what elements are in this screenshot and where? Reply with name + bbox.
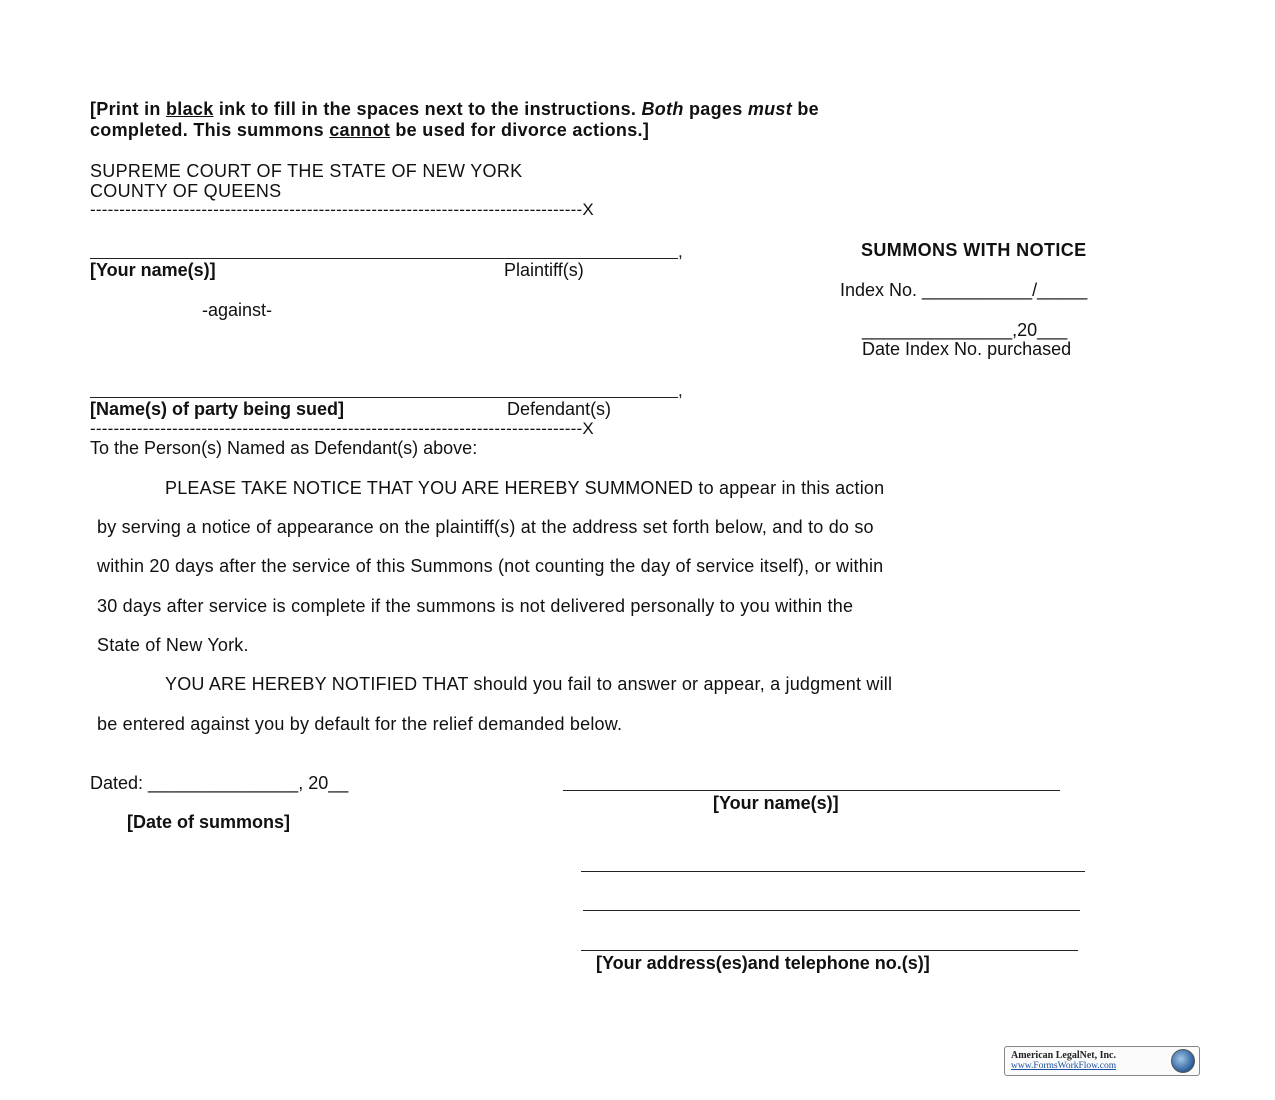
plaintiff-name-line[interactable] [90, 258, 678, 259]
index-date-caption: Date Index No. purchased [862, 339, 1072, 359]
index-date-field[interactable]: _______________,20___ [862, 320, 1068, 340]
must-emphasis: must [747, 99, 793, 119]
notice-paragraph-line: PLEASE TAKE NOTICE THAT YOU ARE HEREBY SUMMONED to appear in this action [165, 478, 885, 498]
cannot-emphasis: cannot [329, 120, 391, 140]
address-line-2[interactable] [583, 910, 1080, 911]
defendant-name-line[interactable] [90, 397, 678, 398]
instruction-text: be used for divorce actions.] [390, 120, 650, 140]
instruction-text: pages [683, 99, 748, 119]
both-emphasis: Both [641, 99, 684, 119]
globe-icon [1171, 1049, 1195, 1073]
logo-company-name: American LegalNet, Inc. [1011, 1050, 1116, 1061]
county-name: COUNTY OF QUEENS [90, 181, 282, 201]
instructions [90, 99, 819, 141]
notice-paragraph-line: 30 days after service is complete if the summons is not delivered personally to you within the [97, 596, 854, 616]
plaintiff-label: [Your name(s)] [90, 260, 216, 280]
notice-paragraph-line: within 20 days after the service of this Summons (not counting the day of service itself), or within [97, 556, 884, 576]
date-of-summons-caption: [Date of summons] [127, 812, 291, 832]
instruction-text: completed. This summons [90, 120, 330, 140]
address-line-3[interactable] [581, 950, 1078, 951]
caption-separator-top: ------------------------------------------------------------------------------------X [90, 200, 594, 219]
document-title: SUMMONS WITH NOTICE [861, 240, 1087, 260]
instruction-text: ink to fill in the spaces next to the instructions. [213, 99, 642, 119]
plaintiff-comma: , [678, 242, 683, 261]
index-number-field[interactable]: Index No. ___________/_____ [840, 280, 1088, 300]
instruction-text: be [792, 99, 819, 119]
caption-separator-bottom: ------------------------------------------------------------------------------------X [90, 419, 594, 438]
defendant-comma: , [678, 381, 683, 400]
legalnet-logo [1004, 1046, 1200, 1076]
instruction-text: [Print in [90, 99, 166, 119]
court-name: SUPREME COURT OF THE STATE OF NEW YORK [90, 161, 523, 181]
addressee-line: To the Person(s) Named as Defendant(s) above: [90, 438, 478, 458]
default-paragraph-line: be entered against you by default for the relief demanded below. [97, 714, 623, 734]
plaintiff-role: Plaintiff(s) [504, 260, 584, 280]
address-line-1[interactable] [581, 871, 1085, 872]
logo-url-link[interactable]: www.FormsWorkFlow.com [1011, 1061, 1117, 1071]
default-paragraph-line: YOU ARE HEREBY NOTIFIED THAT should you fail to answer or appear, a judgment will [165, 674, 893, 694]
signature-name-caption: [Your name(s)] [713, 793, 839, 813]
black-emphasis: black [166, 99, 214, 119]
notice-paragraph-line: by serving a notice of appearance on the plaintiff(s) at the address set forth below, and to do so [97, 517, 874, 537]
signature-name-line[interactable] [563, 790, 1060, 791]
address-caption: [Your address(es)and telephone no.(s)] [596, 953, 930, 973]
notice-paragraph-line: State of New York. [97, 635, 249, 655]
defendant-role: Defendant(s) [507, 399, 612, 419]
against-text: -against- [202, 300, 273, 320]
defendant-label: [Name(s) of party being sued] [90, 399, 345, 419]
dated-field[interactable]: Dated: _______________, 20__ [90, 773, 349, 793]
